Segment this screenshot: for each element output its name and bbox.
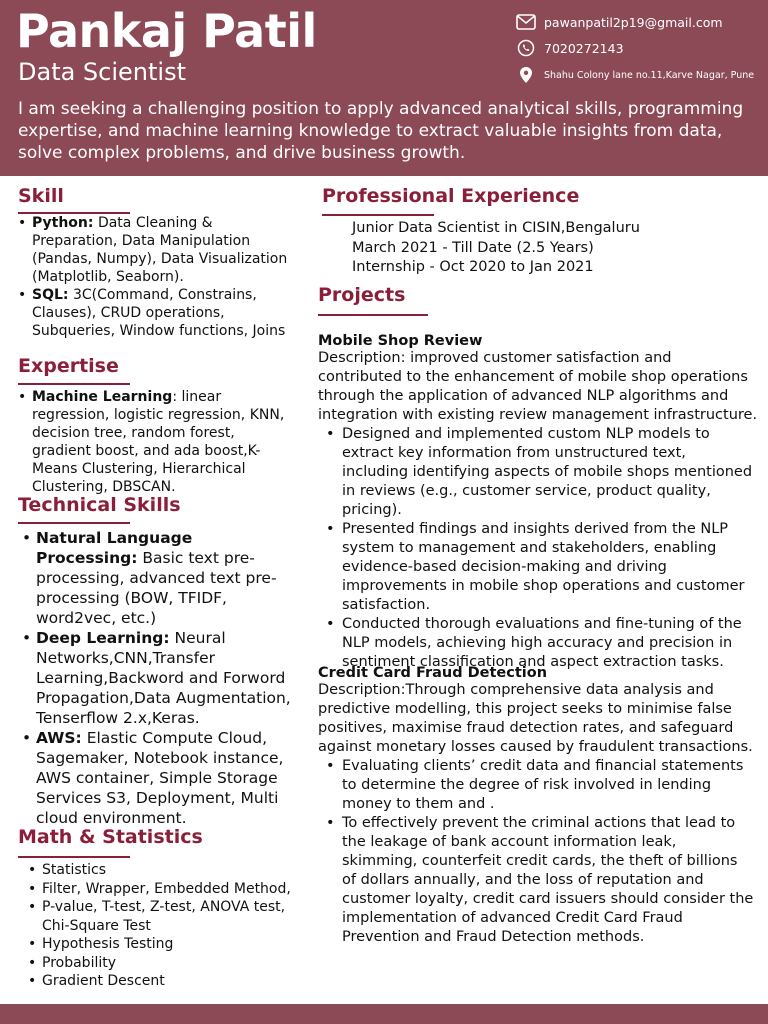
experience-divider: [322, 214, 434, 216]
project-mobile-shop-review: [318, 333, 758, 672]
phone-text: 7020272143: [544, 40, 624, 56]
experience-heading: Professional Experience: [322, 185, 580, 207]
technical-skill-item: [22, 628, 292, 728]
math-item: • Probability: [28, 954, 300, 973]
math-item: • Gradient Descent: [28, 972, 300, 991]
experience-line: Internship - Oct 2020 to Jan 2021: [352, 259, 594, 275]
skill-item: [18, 286, 298, 340]
candidate-name: Pankaj Patil: [16, 4, 317, 58]
technical-skill-item: [22, 728, 292, 828]
skill-list: [18, 214, 298, 340]
mail-icon: [516, 12, 536, 32]
expertise-item: [18, 388, 298, 496]
technical-skill-label: AWS:: [36, 729, 82, 747]
technical-skill-text: Elastic Compute Cloud, Sagemaker, Notebook instance, AWS container, Simple Storage Services S3, Deployment, Multi cloud environment.: [36, 729, 284, 827]
math-item: • Statistics: [28, 861, 300, 880]
experience-line: March 2021 - Till Date (2.5 Years): [352, 239, 594, 256]
experience-line: Junior Data Scientist in CISIN,Bengaluru: [352, 220, 640, 236]
project-point: • Designed and implemented custom NLP models to extract key information from unstructured text, including identifying aspects of mobile shops mentioned in reviews (e.g., customer service, product quality, pricing).: [326, 425, 754, 520]
project-credit-card-fraud: [318, 665, 758, 947]
projects-heading: Projects: [318, 284, 406, 306]
project-description: Description:Through comprehensive data analysis and predictive modelling, this project seeks to minimise false positives, maximise fraud detection rates, and safeguard against monetary losses caused by fraudulent transactions.: [318, 682, 753, 755]
expertise-label: Machine Learning: [32, 389, 173, 405]
project-title: Credit Card Fraud Detection: [318, 665, 548, 681]
email-text: pawanpatil2p19@gmail.com: [544, 14, 723, 30]
expertise-text: : linear regression, logistic regression, KNN, decision tree, random forest, gradient boost, and ada boost,K-Means Clustering, Hierarchical Clustering, DBSCAN.: [32, 389, 285, 495]
phone-contact[interactable]: [516, 38, 624, 58]
project-points: [326, 757, 754, 947]
expertise-heading: Expertise: [18, 355, 119, 377]
technical-skills-heading: Technical Skills: [18, 494, 181, 516]
math-item: • Hypothesis Testing: [28, 935, 300, 954]
experience-lines: [352, 219, 640, 278]
project-point: • To effectively prevent the criminal actions that lead to the leakage of bank account information leak, skimming, counterfeit credit cards, the theft of billions of dollars annually, and the loss of reputation and customer loyalty, credit card issuers should consider the implementation of advanced Credit Card Fraud Prevention and Fraud Detection methods.: [326, 814, 754, 947]
math-statistics-list: [28, 861, 300, 991]
math-statistics-heading: Math & Statistics: [18, 826, 203, 848]
technical-skill-text: Basic text pre-processing, advanced text pre-processing (BOW, TFIDF, word2vec, etc.): [36, 549, 277, 627]
address-text: Shahu Colony lane no.11,Karve Nagar, Pune: [544, 69, 755, 81]
skill-label: SQL:: [32, 287, 69, 303]
math-statistics-divider: [18, 856, 130, 858]
candidate-role: Data Scientist: [18, 58, 186, 86]
career-summary: I am seeking a challenging position to apply advanced analytical skills, programming expertise, and machine learning knowledge to extract valuable insights from data, solve complex problems, and drive business growth.: [18, 99, 744, 163]
location-pin-icon: [516, 65, 536, 85]
skill-text: Data Cleaning & Preparation, Data Manipulation (Pandas, Numpy), Data Visualization (Matplotlib, Seaborn).: [32, 215, 288, 285]
technical-skill-item: [22, 528, 292, 628]
technical-skill-label: Deep Learning:: [36, 629, 170, 647]
math-item: • Filter, Wrapper, Embedded Method,: [28, 880, 300, 899]
project-point: • Presented findings and insights derived from the NLP system to management and stakeholders, enabling evidence-based decision-making and driving improvements in mobile shop operations and customer satisfaction.: [326, 520, 754, 615]
phone-icon: [516, 38, 536, 58]
expertise-list: [18, 388, 298, 496]
projects-divider: [318, 314, 428, 316]
footer-band: [0, 1004, 768, 1024]
skill-label: Python:: [32, 215, 94, 231]
technical-skill-text: Neural Networks,CNN,Transfer Learning,Backword and Forword Propagation,Data Augmentation, Tenserflow 2.x,Keras.: [36, 629, 291, 727]
skill-text: 3C(Command, Constrains, Clauses), CRUD operations, Subqueries, Window functions, Joins: [32, 287, 286, 339]
technical-skills-divider: [18, 522, 130, 524]
technical-skills-list: [22, 528, 292, 828]
project-title: Mobile Shop Review: [318, 333, 483, 349]
project-point: • Conducted thorough evaluations and fine-tuning of the NLP models, achieving high accuracy and precision in sentiment classification and aspect extraction tasks.: [326, 615, 754, 672]
expertise-divider: [18, 383, 130, 385]
technical-skill-label: Natural Language Processing:: [36, 529, 193, 567]
project-point: • Evaluating clients’ credit data and financial statements to determine the degree of risk involved in lending money to them and .: [326, 757, 754, 814]
skill-item: [18, 214, 298, 286]
email-contact[interactable]: [516, 12, 723, 32]
math-item: • P-value, T-test, Z-test, ANOVA test, Chi-Square Test: [28, 898, 300, 935]
header-banner: [0, 0, 768, 176]
address-contact: [516, 65, 754, 85]
project-points: [326, 425, 754, 672]
project-description: Description: improved customer satisfaction and contributed to the enhancement of mobile shop operations through the application of advanced NLP algorithms and integration with existing review management infrastructure.: [318, 350, 758, 423]
skill-heading: Skill: [18, 185, 64, 207]
